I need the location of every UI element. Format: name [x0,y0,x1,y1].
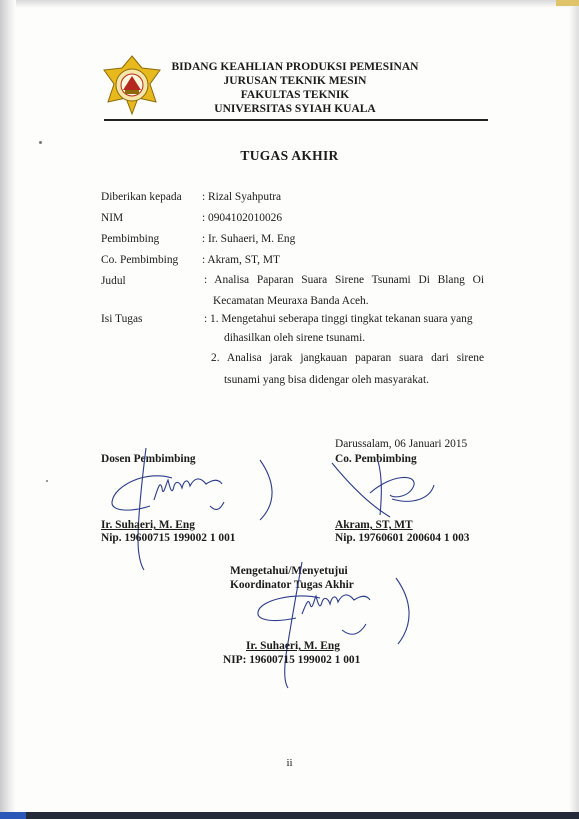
letterhead-line2: JURUSAN TEKNIK MESIN [223,75,367,87]
page-number: ii [286,757,293,769]
field-label-recipient: Diberikan kepada [101,191,182,203]
scan-edge-bottom [0,812,579,819]
right-signatory-name: Akram, ST, MT [335,519,413,531]
field-value-title: : Analisa Paparan Suara Sirene Tsunami Di Blang Oi [204,274,484,286]
task-item-1: : 1. Mengetahui seberapa tinggi tingkat tekanan suara yang [204,313,473,325]
field-label-supervisor: Pembimbing [101,233,160,245]
field-label-nim: NIM [101,212,124,224]
scan-corner-mark [556,0,579,6]
place-date: Darussalam, 06 Januari 2015 [335,438,468,450]
scan-speck [39,141,42,144]
scan-edge-top [0,0,579,8]
field-value-co-supervisor: : Akram, ST, MT [202,254,280,266]
task-item-2-cont: tsunami yang bisa didengar oleh masyarakat. [224,374,429,386]
field-value-nim: : 0904102010026 [202,212,283,224]
university-logo [98,54,166,116]
coordinator-nip: NIP: 19600715 199002 1 001 [223,654,361,666]
approval-line2: Koordinator Tugas Akhir [230,579,354,591]
field-value-supervisor: : Ir. Suhaeri, M. Eng [202,233,296,245]
left-signatory-nip: Nip. 19600715 199002 1 001 [101,532,236,544]
scan-speck [46,480,48,482]
letterhead-rule [104,119,488,121]
letterhead-line4: UNIVERSITAS SYIAH KUALA [214,103,376,115]
coordinator-name: Ir. Suhaeri, M. Eng [246,640,340,652]
right-signatory-role: Co. Pembimbing [335,453,417,465]
center-signature [240,560,420,690]
task-item-1-cont: dihasilkan oleh sirene tsunami. [224,332,366,344]
field-value-recipient: : Rizal Syahputra [202,191,282,203]
left-signatory-name: Ir. Suhaeri, M. Eng [101,519,195,531]
field-label-title: Judul [101,275,126,287]
field-label-co-supervisor: Co. Pembimbing [101,254,179,266]
right-signatory-nip: Nip. 19760601 200604 1 003 [335,532,470,544]
approval-line1: Mengetahui/Menyetujui [230,565,348,577]
letterhead-line3: FAKULTAS TEKNIK [240,89,350,101]
letterhead-line1: BIDANG KEAHLIAN PRODUKSI PEMESINAN [171,61,419,73]
left-signatory-role: Dosen Pembimbing [101,453,196,465]
field-value-title-cont: Kecamatan Meuraxa Banda Aceh. [213,295,369,307]
scan-edge-bottom-blue [0,812,26,819]
document-title: TUGAS AKHIR [240,148,339,163]
task-item-2: 2. Analisa jarak jangkauan paparan suara dari sirene [211,352,484,364]
field-label-tasks: Isi Tugas [101,313,143,325]
scan-edge-right [569,0,579,819]
left-signature [102,440,287,575]
scan-edge-left [0,0,16,819]
